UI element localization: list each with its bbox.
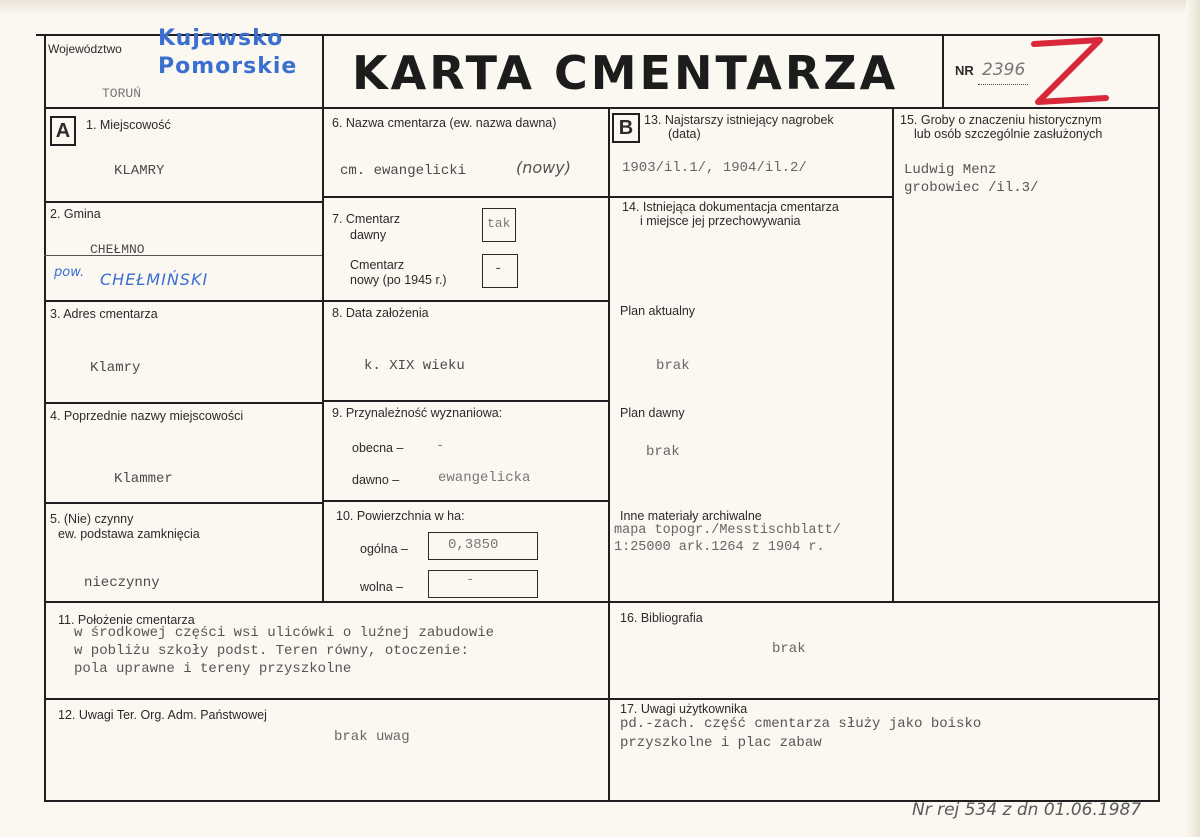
field-5-value: nieczynny [84,575,160,591]
wojewodztwo-label: Województwo [48,42,122,56]
field-7-label-a2: dawny [350,228,387,242]
field-2-pow-value: CHEŁMIŃSKI [100,270,209,289]
field-5-label-2: ew. podstawa zamknięcia [58,527,200,541]
field-2-pow-prefix: pow. [54,265,85,280]
field-10-ogolna-value: 0,3850 [448,537,499,553]
field-7-label-a1: 7. Cmentarz [332,212,401,226]
field-15-line-1: Ludwig Menz [904,162,997,178]
field-10-wolna-box [428,570,538,598]
stamp-line-1: Kujawsko [158,26,284,51]
nr-label: NR [955,63,974,78]
col-divider-3 [892,107,894,601]
field-17-line-1: pd.-zach. część cmentarza służy jako boisko [620,716,982,732]
registration-note: Nr rej 534 z dn 01.06.1987 [912,800,1142,820]
field-14-label-1: 14. Istniejąca dokumentacja cmentarza [622,200,839,214]
field-10-ogolna-label: ogólna – [360,542,408,556]
row-line-m4 [322,500,608,502]
field-14-plan-daw-label: Plan dawny [620,406,685,420]
field-3-label: 3. Adres cmentarza [50,307,158,321]
stamp-line-2: Pomorskie [158,54,298,79]
field-12-value: brak uwag [334,729,410,745]
row-line-m3 [322,400,608,402]
field-16-label: 16. Bibliografia [620,611,703,625]
field-13-label-2: (data) [668,127,701,141]
field-7-label-b1: Cmentarz [350,258,405,272]
field-9-obecna-value: - [436,438,445,454]
field-8-label: 8. Data założenia [332,306,429,320]
field-9-dawna-label: dawno – [352,473,400,487]
field-9-dawna-value: ewangelicka [438,470,531,486]
nr-underline [978,84,1028,86]
field-11-line-3: pola uprawne i tereny przyszkolne [74,661,352,677]
field-6-label: 6. Nazwa cmentarza (ew. nazwa dawna) [332,116,557,130]
row-line-a4 [44,502,322,504]
field-1-label: 1. Miejscowość [86,118,171,132]
field-7-value-a: tak [487,216,511,231]
field-15-label-1: 15. Groby o znaczeniu historycznym [900,113,1102,127]
row-line-m1 [322,196,608,198]
row-line-a2 [44,300,322,302]
field-14-inne-line-2: 1:25000 ark.1264 z 1904 r. [614,540,825,555]
field-14-inne-label: Inne materiały archiwalne [620,509,762,523]
row-line-b1 [608,196,892,198]
page-title: KARTA CMENTARZA [352,46,899,100]
col-divider-1 [322,34,324,602]
field-9-obecna-label: obecna – [352,441,404,455]
field-10-label: 10. Powierzchnia w ha: [336,509,465,523]
field-4-value: Klammer [114,471,173,487]
field-14-plan-akt-value: brak [656,358,690,374]
field-2-value: CHEŁMNO [90,242,145,257]
field-11-line-1: w środkowej części wsi ulicówki o luźnej zabudowie [74,625,495,641]
field-13-value: 1903/il.1/, 1904/il.2/ [622,160,807,176]
field-13-label-1: 13. Najstarszy istniejący nagrobek [644,113,834,127]
frame-left [44,34,46,802]
field-6-value: cm. ewangelicki [340,163,467,179]
red-z-marker [1026,36,1110,106]
field-15-label-2: lub osób szczególnie zasłużonych [914,127,1103,141]
field-3-value: Klamry [90,360,141,376]
field-10-wolna-label: wolna – [360,580,404,594]
section-b-box: B [612,113,640,143]
col-divider-2 [608,107,610,801]
paper-edge-right [1186,0,1200,837]
row-line-bottom-1 [44,601,1158,603]
field-14-plan-daw-value: brak [646,444,680,460]
field-11-line-2: w pobliżu szkoły podst. Teren równy, otoczenie: [74,643,469,659]
header-bottom [44,107,1158,109]
wojewodztwo-value: TORUŃ [102,86,142,101]
row-line-bottom-2 [44,698,1158,700]
field-6-hand-note: (nowy) [516,158,571,177]
row-line-a-mid [44,255,322,256]
row-line-a3 [44,402,322,404]
row-line-m2 [322,300,608,302]
field-14-label-2: i miejsce jej przechowywania [640,214,801,228]
paper-edge-top [0,0,1200,14]
field-16-value: brak [772,641,806,657]
field-17-label: 17. Uwagi użytkownika [620,702,748,716]
field-11-label: 11. Położenie cmentarza [58,613,195,627]
field-14-plan-akt-label: Plan aktualny [620,304,696,318]
section-a-box: A [50,116,76,146]
field-8-value: k. XIX wieku [364,358,465,374]
nr-value: 2396 [982,60,1026,80]
field-14-inne-line-1: mapa topogr./Messtischblatt/ [614,523,841,538]
field-10-wolna-value: - [466,572,475,588]
header-nr-divider [942,34,944,108]
field-15-line-2: grobowiec /il.3/ [904,180,1039,196]
row-line-a1 [44,201,322,203]
field-4-label: 4. Poprzednie nazwy miejscowości [50,409,244,423]
field-12-label: 12. Uwagi Ter. Org. Adm. Państwowej [58,708,267,722]
field-5-label-1: 5. (Nie) czynny [50,512,134,526]
field-17-line-2: przyszkolne i plac zabaw [620,735,822,751]
field-2-label: 2. Gmina [50,207,101,221]
field-1-value: KLAMRY [114,163,165,179]
field-9-label: 9. Przynależność wyznaniowa: [332,406,503,420]
field-7-value-b: - [494,261,503,277]
frame-right [1158,34,1160,802]
field-7-label-b2: nowy (po 1945 r.) [350,273,447,287]
